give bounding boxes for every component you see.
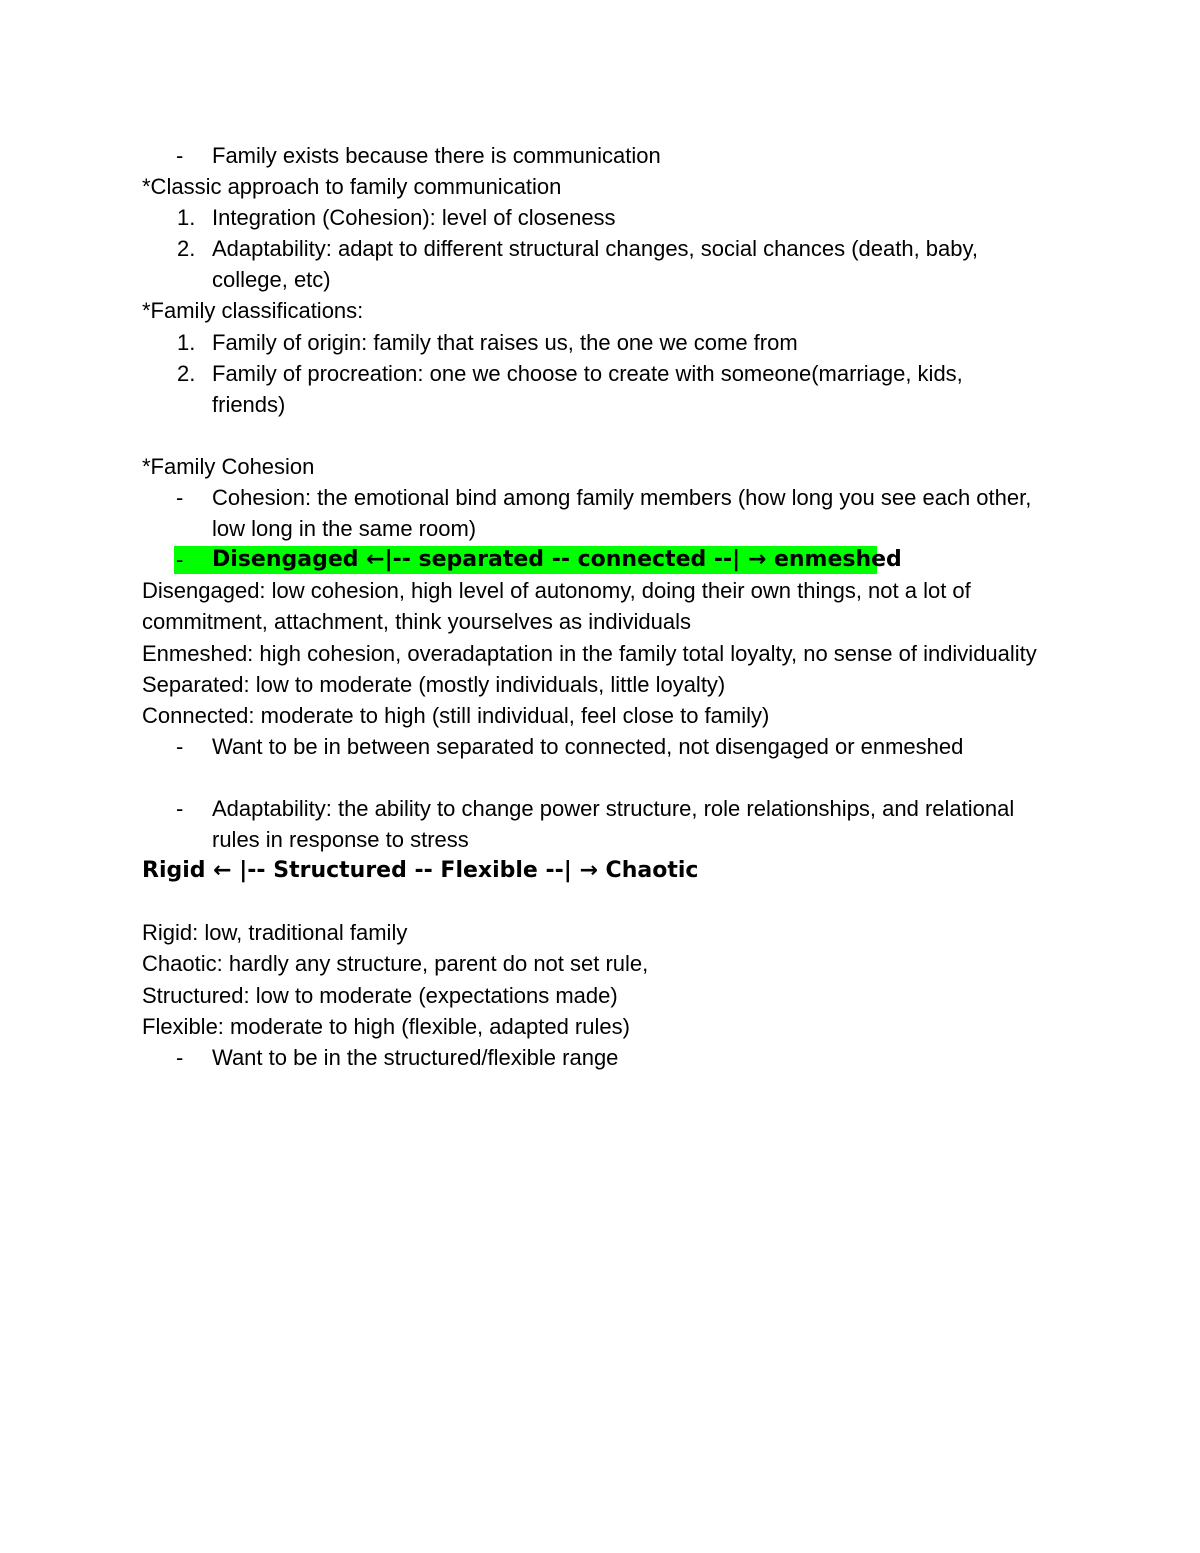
- blank-line: [142, 886, 1042, 917]
- list-number: 1.: [177, 205, 196, 231]
- list-number: 1.: [177, 329, 196, 355]
- list-item-text: Family of procreation: one we choose to create with someone(marriage, kids, friends): [212, 360, 963, 417]
- list-number: 2.: [177, 360, 196, 386]
- adaptability-definition-bullet: [142, 793, 1042, 855]
- intro-text: Family exists because there is communication: [212, 143, 661, 168]
- cohesion-scale-row: [142, 544, 1042, 575]
- adaptability-paragraph: Flexible: moderate to high (flexible, adapted rules): [142, 1013, 630, 1039]
- adaptability-scale: Rigid ← |-- Structured -- Flexible --| → Chaotic: [142, 858, 699, 884]
- cohesion-note-bullet: [142, 731, 1042, 762]
- classifications-heading: *Family classifications:: [142, 298, 364, 324]
- dash-marker: -: [176, 547, 184, 573]
- list-number: 2.: [177, 236, 196, 262]
- blank-line: [142, 762, 1042, 793]
- cohesion-paragraph: Separated: low to moderate (mostly individuals, little loyalty): [142, 671, 726, 697]
- adaptability-paragraph: Chaotic: hardly any structure, parent do not set rule,: [142, 951, 649, 977]
- classic-item: [142, 202, 1042, 233]
- list-item-text: Adaptability: adapt to different structural changes, social chances (death, baby, college, etc): [212, 236, 978, 293]
- dash-marker: -: [176, 485, 184, 511]
- adaptability-note: Want to be in the structured/flexible range: [212, 1044, 619, 1070]
- cohesion-note: Want to be in between separated to connected, not disengaged or enmeshed: [212, 733, 964, 759]
- cohesion-paragraph: Disengaged: low cohesion, high level of autonomy, doing their own things, not a lot of commitment, attachment, think yourselves as individuals: [142, 578, 971, 635]
- classification-item: [142, 358, 1042, 420]
- dash-marker: -: [176, 143, 184, 168]
- list-item-text: Integration (Cohesion): level of closeness: [212, 205, 616, 231]
- cohesion-paragraph: Enmeshed: high cohesion, overadaptation in the family total loyalty, no sense of individuality: [142, 640, 1037, 666]
- document-page: [142, 140, 1042, 1073]
- classic-item: [142, 233, 1042, 295]
- cohesion-scale: Disengaged ←|-- separated -- connected --| → enmeshed: [212, 547, 902, 573]
- adaptability-paragraph: Structured: low to moderate (expectations made): [142, 982, 618, 1008]
- classic-heading: *Classic approach to family communication: [142, 174, 562, 200]
- adaptability-note-bullet: [142, 1042, 1042, 1073]
- blank-line: [142, 420, 1042, 451]
- dash-marker: -: [176, 795, 184, 821]
- adaptability-definition: Adaptability: the ability to change power structure, role relationships, and relational rules in response to stress: [212, 795, 1015, 853]
- cohesion-heading: *Family Cohesion: [142, 453, 315, 479]
- classification-item: [142, 327, 1042, 358]
- cohesion-paragraph: Connected: moderate to high (still individual, feel close to family): [142, 702, 770, 728]
- adaptability-paragraph: Rigid: low, traditional family: [142, 920, 408, 946]
- cohesion-definition-bullet: [142, 482, 1042, 544]
- list-item-text: Family of origin: family that raises us, the one we come from: [212, 329, 798, 355]
- intro-bullet: [142, 140, 1042, 171]
- cohesion-definition: Cohesion: the emotional bind among family members (how long you see each other, low long in the same room): [212, 485, 1032, 542]
- dash-marker: -: [176, 733, 184, 759]
- dash-marker: -: [176, 1044, 184, 1070]
